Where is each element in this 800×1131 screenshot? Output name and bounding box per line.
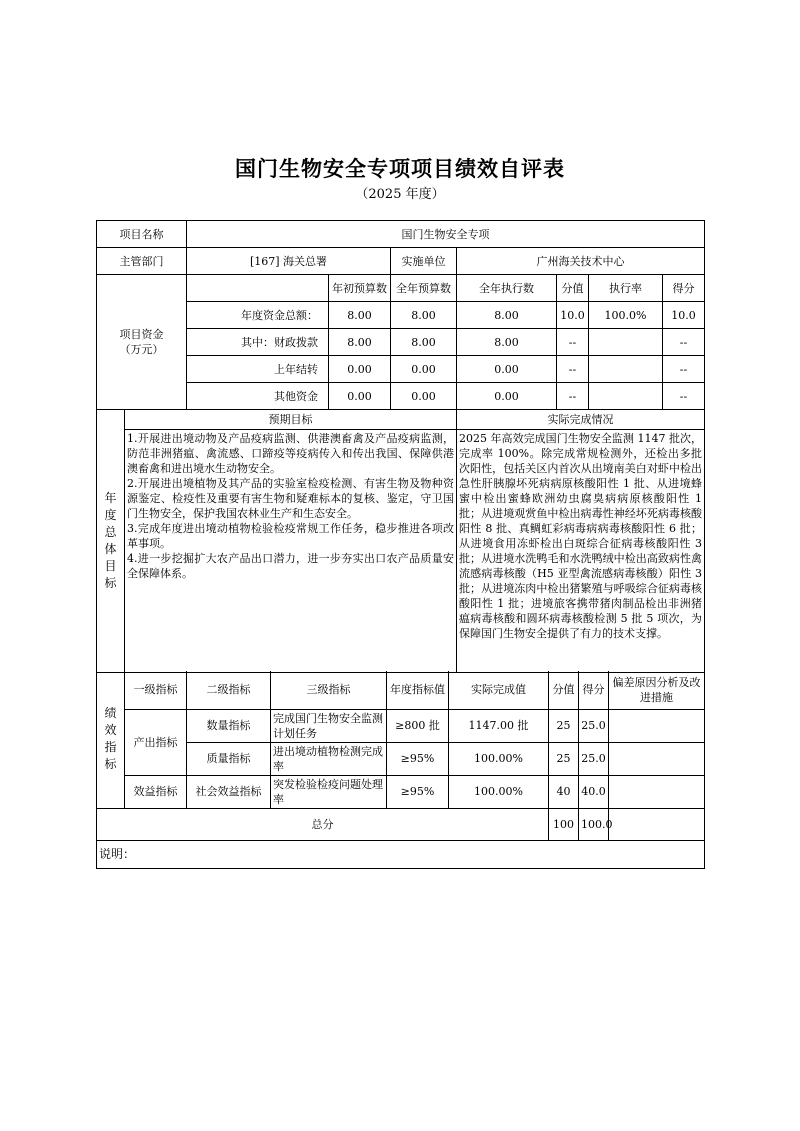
funds-row-initial: 8.00 (329, 329, 391, 356)
funds-row-annual: 8.00 (391, 329, 457, 356)
indicator-level2: 社会效益指标 (187, 775, 271, 808)
indicator-header-score-value: 分值 (549, 671, 579, 709)
page-subtitle: （2025 年度） (355, 187, 445, 202)
indicator-level3: 进出境动植物检测完成率 (271, 742, 387, 775)
funds-row (97, 383, 705, 410)
indicator-header-deviation: 偏差原因分析及改进措施 (609, 671, 705, 709)
funds-row-executed: 0.00 (457, 356, 557, 383)
goals-expected-header: 预期目标 (125, 410, 457, 430)
funds-row-score-value: -- (557, 356, 589, 383)
total-deviation (609, 808, 705, 840)
note-row (97, 840, 705, 868)
funds-row-label: 上年结转 (187, 356, 329, 383)
indicator-deviation (609, 709, 705, 742)
project-name-label-cell: 项目名称 (97, 221, 187, 248)
funds-row-score: 10.0 (663, 302, 705, 329)
total-score: 100.0 (579, 808, 609, 840)
funds-row-rate (589, 356, 663, 383)
indicator-level2: 质量指标 (187, 742, 271, 775)
indicator-row (97, 775, 705, 808)
funds-header-rate-full: 执行率 (589, 275, 663, 302)
project-name-row-full (97, 221, 705, 248)
impl-unit-label-cell: 实施单位 (391, 248, 457, 275)
indicator-target: ≥800 批 (387, 709, 449, 742)
indicator-target: ≥95% (387, 742, 449, 775)
indicator-row (97, 742, 705, 775)
funds-row (97, 329, 705, 356)
funds-row-score: -- (663, 329, 705, 356)
funds-header-executed-full: 全年执行数 (457, 275, 557, 302)
funds-row-rate (589, 329, 663, 356)
funds-label-cell (97, 275, 187, 410)
department-label-cell: 主管部门 (97, 248, 187, 275)
funds-row-initial: 0.00 (329, 383, 391, 410)
funds-header-score-full: 得分 (663, 275, 705, 302)
indicator-header-level3: 三级指标 (271, 671, 387, 709)
funds-header-initial-full: 年初预算数 (329, 275, 391, 302)
funds-row-rate: 100.0% (589, 302, 663, 329)
funds-row (97, 356, 705, 383)
funds-header-annual-full: 全年预算数 (391, 275, 457, 302)
funds-label-line1-full: 项目资金 (119, 328, 164, 341)
funds-row-label: 其他资金 (187, 383, 329, 410)
department-value-cell: [167] 海关总署 (187, 248, 391, 275)
funds-row-initial: 0.00 (329, 356, 391, 383)
indicator-actual: 1147.00 批 (449, 709, 549, 742)
department-row-full (97, 248, 705, 275)
indicator-score-value: 40 (549, 775, 579, 808)
funds-row-annual: 0.00 (391, 356, 457, 383)
indicator-score-value: 25 (549, 709, 579, 742)
funds-row-score-value: -- (557, 329, 589, 356)
funds-row-executed: 8.00 (457, 329, 557, 356)
indicator-level3: 突发检验检疫问题处理率 (271, 775, 387, 808)
indicator-actual: 100.00% (449, 775, 549, 808)
indicator-header-level2: 二级指标 (187, 671, 271, 709)
funds-header-empty (187, 275, 329, 302)
funds-row-score-value: 10.0 (557, 302, 589, 329)
indicator-side-label (97, 671, 125, 808)
goals-side-label (97, 410, 125, 673)
indicator-header-level1: 一级指标 (125, 671, 187, 709)
funds-label-line2-full: （万元） (119, 343, 164, 356)
indicator-score: 40.0 (579, 775, 609, 808)
funds-row-label: 其中：财政拨款 (187, 329, 329, 356)
indicator-deviation (609, 775, 705, 808)
page-title: 国门生物安全专项项目绩效自评表 (235, 157, 565, 181)
total-value: 100 (549, 808, 579, 840)
indicator-score: 25.0 (579, 709, 609, 742)
indicator-benefit-label: 效益指标 (125, 775, 187, 808)
funds-row-score-value: -- (557, 383, 589, 410)
funds-row-initial: 8.00 (329, 302, 391, 329)
project-name-value-cell: 国门生物安全专项 (187, 221, 705, 248)
funds-row-annual: 0.00 (391, 383, 457, 410)
goals-actual-header: 实际完成情况 (457, 410, 705, 430)
indicator-side-label-text: 绩效指标 (104, 706, 117, 772)
indicator-table (96, 671, 705, 869)
funds-row-executed: 8.00 (457, 302, 557, 329)
indicator-target: ≥95% (387, 775, 449, 808)
goals-content-row (97, 430, 705, 673)
funds-row-score: -- (663, 383, 705, 410)
indicator-row (97, 709, 705, 742)
indicator-output-label: 产出指标 (125, 709, 187, 775)
evaluation-table-full (96, 220, 705, 673)
indicator-header-score: 得分 (579, 671, 609, 709)
indicator-level2: 数量指标 (187, 709, 271, 742)
indicator-score: 25.0 (579, 742, 609, 775)
indicator-score-value: 25 (549, 742, 579, 775)
indicator-header-actual: 实际完成值 (449, 671, 549, 709)
impl-unit-value-cell: 广州海关技术中心 (457, 248, 705, 275)
indicator-actual: 100.00% (449, 742, 549, 775)
indicator-level3: 完成国门生物安全监测计划任务 (271, 709, 387, 742)
funds-row-annual: 8.00 (391, 302, 457, 329)
total-row (97, 808, 705, 840)
indicator-header-target: 年度指标值 (387, 671, 449, 709)
total-label: 总分 (97, 808, 549, 840)
goals-expected-text: 1.开展进出境动物及产品疫病监测、供港澳畜禽及产品疫病监测，防范非洲猪瘟、禽流感、口蹄疫等疫病传入和传出我国、保障供港澳畜禽和进出境水生动物安全。 2.开展进出境植物及其产品的实验室检疫检测、有害生物及物种资源鉴定、检疫性及重要有害生物和疑难标本的复核、鉴定，守卫国门生物安全，保护我国农林业生产和生态安全。 3.完成年度进出境动植物检验检疫常规工作任务，稳步推进各项改革事项。 4.进一步挖掘扩大农产品出口潜力，进一步夯实出口农产品质量安全保障体系。 (125, 430, 457, 673)
indicator-header-row (97, 671, 705, 709)
goals-side-label-text: 年度总体目标 (104, 491, 117, 590)
funds-header-score-value-full: 分值 (557, 275, 589, 302)
funds-row (97, 302, 705, 329)
funds-row-label: 年度资金总额： (187, 302, 329, 329)
note-label: 说明： (97, 840, 705, 868)
funds-row-executed: 0.00 (457, 383, 557, 410)
funds-header-row-full (97, 275, 705, 302)
indicator-deviation (609, 742, 705, 775)
goals-header-row (97, 410, 705, 430)
funds-row-score: -- (663, 356, 705, 383)
funds-row-rate (589, 383, 663, 410)
goals-actual-text: 2025 年高效完成国门生物安全监测 1147 批次，完成率 100%。除完成常规检测外，还检出多批次阳性，包括关区内首次从出境南美白对虾中检出急性肝胰腺坏死病病原核酸阳性 1 批、从进境蜂蜜中检出蜜蜂欧洲幼虫腐臭病病原核酸阳性 1 批；从进境观赏鱼中检出病毒性神经坏死病毒核酸阳性 8 批、真鲷虹彩病毒病病毒核酸阳性 6 批；从进境食用冻虾检出白斑综合征病毒核酸阳性 3 批；从进境水洗鸭毛和水洗鸭绒中检出高致病性禽流感病毒核酸（H5 亚型禽流感病毒核酸）阳性 3 批；从进境冻肉中检出猪繁殖与呼吸综合征病毒核酸阳性 1 批；进境旅客携带猪肉制品检出非洲猪瘟病毒核酸和圆环病毒核酸检测 5 批 5 项次，为保障国门生物安全提供了有力的技术支撑。 (457, 430, 705, 673)
